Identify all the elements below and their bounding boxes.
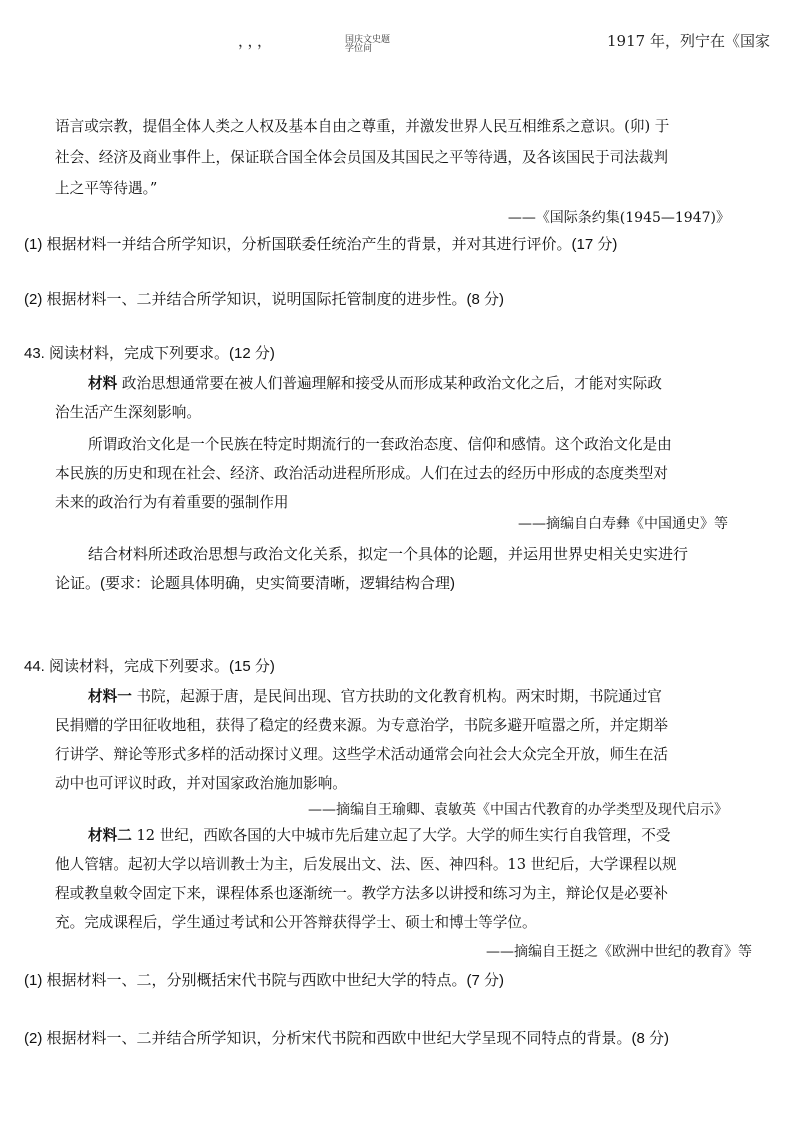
q44-m1-line-4: 动中也可评议时政，并对国家政治施加影响。	[55, 775, 347, 792]
q44-title: 44. 阅读材料，完成下列要求。(15 分)	[24, 658, 275, 675]
q44-m1-line-1	[88, 687, 662, 707]
header-left-text: ，，，	[238, 32, 275, 50]
q43-task-line-2: 论证。(要求：论题具体明确，史实简要清晰，逻辑结构合理)	[55, 575, 455, 592]
q44-m2-text-1: 12 世纪，西欧各国的大中城市先后建立起了大学。大学的师生实行自我管理，不受	[136, 827, 671, 844]
q43-source: ——摘编自白寿彝《中国通史》等	[518, 516, 728, 532]
q42-material-line-1: 语言或宗教，提倡全体人类之人权及基本自由之尊重，并激发世界人民互相维系之意识。(卯) 于	[55, 118, 670, 135]
q44-m1-line-3: 行讲学、辩论等形式多样的活动探讨义理。这些学术活动通常会向社会大众完全开放，师生在活	[55, 746, 668, 763]
q44-m1-source: ——摘编自王瑜卿、袁敏英《中国古代教育的办学类型及现代启示》	[308, 802, 728, 818]
q44-m2-line-2: 他人管辖。起初大学以培训教士为主，后发展出文、法、医、神四科。13 世纪后，大学课程以规	[55, 856, 677, 873]
q42-material-line-3: 上之平等待遇。”	[55, 180, 158, 197]
q42-material-line-2: 社会、经济及商业事件上，保证联合国全体会员国及其国民之平等待遇，及各该国民于司法裁判	[55, 149, 668, 166]
header-stamp-bottom: 学位问	[345, 44, 373, 54]
q44-m1-text-1: 书院，起源于唐，是民间出现、官方扶助的文化教育机构。两宋时期，书院通过官	[136, 688, 662, 705]
q43-material-text-1: 政治思想通常要在被人们普遍理解和接受从而形成某种政治文化之后，才能对实际政	[121, 375, 662, 392]
header-right-text: 1917 年，列宁在《国家	[607, 32, 770, 50]
q43-material-label: 材料	[88, 375, 118, 392]
q44-subquestion-1: (1) 根据材料一、二，分别概括宋代书院与西欧中世纪大学的特点。(7 分)	[24, 972, 505, 989]
q43-material-line-2: 治生活产生深刻影响。	[55, 404, 201, 421]
q42-subquestion-1: (1) 根据材料一并结合所学知识，分析国联委任统治产生的背景，并对其进行评价。(17 分)	[24, 236, 618, 253]
q44-m2-line-3: 程或教皇敕令固定下来，课程体系也逐渐统一。教学方法多以讲授和练习为主，辩论仅是必要补	[55, 885, 668, 902]
q43-title: 43. 阅读材料，完成下列要求。(12 分)	[24, 345, 275, 362]
q43-material-line-3: 所谓政治文化是一个民族在特定时期流行的一套政治态度、信仰和感情。这个政治文化是由	[88, 436, 672, 453]
q44-m2-source: ——摘编自王挺之《欧洲中世纪的教育》等	[486, 944, 752, 960]
header-stamp-top: 国庆文史题	[345, 35, 391, 45]
q44-subquestion-2: (2) 根据材料一、二并结合所学知识，分析宋代书院和西欧中世纪大学呈现不同特点的背景。(8 分)	[24, 1030, 670, 1047]
q43-material-line-1	[88, 374, 662, 394]
q44-m1-label: 材料一	[88, 688, 132, 705]
q43-material-line-4: 本民族的历史和现在社会、经济、政治活动进程所形成。人们在过去的经历中形成的态度类型对	[55, 465, 668, 482]
q44-m2-line-4: 充。完成课程后，学生通过考试和公开答辩获得学士、硕士和博士等学位。	[55, 914, 537, 931]
q43-material-line-5: 未来的政治行为有着重要的强制作用	[55, 494, 289, 511]
q43-task-line-1: 结合材料所述政治思想与政治文化关系，拟定一个具体的论题，并运用世界史相关史实进行	[88, 546, 689, 563]
q44-m1-line-2: 民捐赠的学田征收地租，获得了稳定的经费来源。为专意治学，书院多避开喧嚣之所，并定期举	[55, 717, 668, 734]
q44-m2-line-1	[88, 826, 670, 846]
q42-source: ——《国际条约集(1945—1947)》	[507, 210, 730, 226]
q44-m2-label: 材料二	[88, 827, 132, 844]
q42-subquestion-2: (2) 根据材料一、二并结合所学知识，说明国际托管制度的进步性。(8 分)	[24, 291, 505, 308]
header-stamp	[345, 36, 390, 54]
